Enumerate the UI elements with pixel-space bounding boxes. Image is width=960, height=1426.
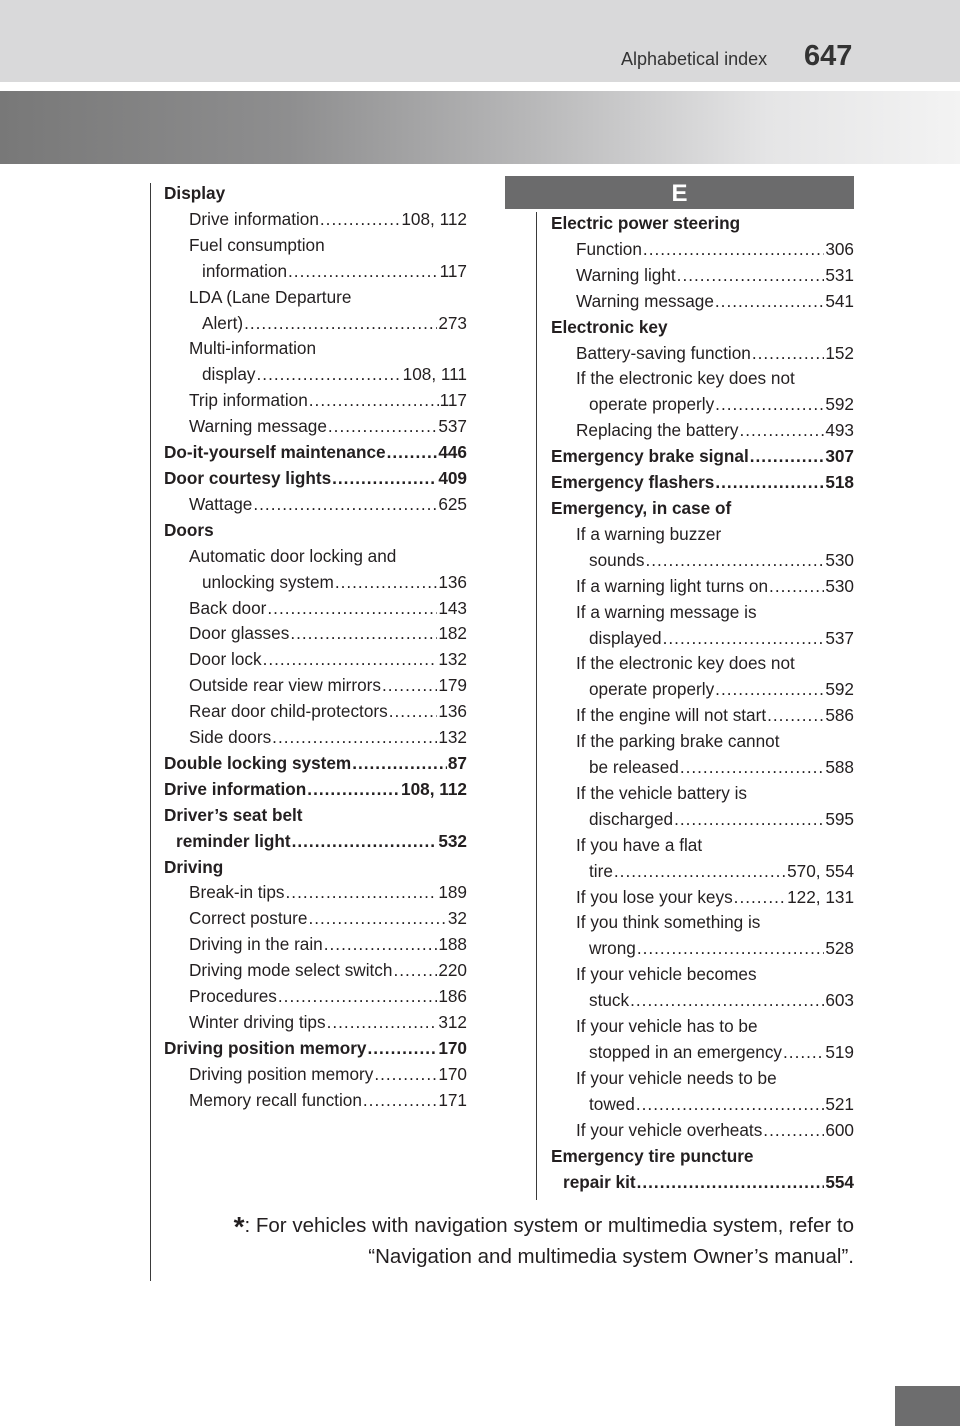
index-entry bbox=[164, 311, 467, 337]
index-entry bbox=[164, 1088, 467, 1114]
index-entry-page: 117 bbox=[439, 390, 467, 411]
dot-leader bbox=[272, 725, 437, 751]
index-entry bbox=[551, 1170, 854, 1196]
index-entry-text: Display bbox=[164, 183, 226, 203]
dot-leader bbox=[286, 880, 438, 906]
index-entry-text: Do-it-yourself maintenance bbox=[164, 442, 386, 463]
index-entry-page: 152 bbox=[825, 342, 854, 363]
dot-leader bbox=[783, 1040, 824, 1066]
dot-leader bbox=[674, 807, 824, 833]
index-entry-page: 117 bbox=[439, 260, 467, 281]
footnote-line-1 bbox=[150, 1211, 854, 1243]
index-entry-page: 108, 112 bbox=[401, 208, 467, 229]
index-entry-page: 189 bbox=[438, 882, 467, 903]
index-entry-page: 625 bbox=[438, 493, 467, 514]
dot-leader bbox=[328, 414, 437, 440]
index-entry-text: Drive information bbox=[164, 778, 307, 799]
index-entry-text: Emergency brake signal bbox=[551, 446, 749, 467]
index-entry bbox=[551, 522, 854, 548]
index-entry-page: 600 bbox=[825, 1119, 854, 1140]
index-entry-text: Double locking system bbox=[164, 752, 352, 773]
index-entry-page: 132 bbox=[438, 727, 467, 748]
index-entry bbox=[164, 207, 467, 233]
index-entry-page: 87 bbox=[447, 752, 467, 773]
index-entry bbox=[164, 181, 467, 207]
index-entry-page: 32 bbox=[447, 908, 467, 929]
index-entry-page: 530 bbox=[825, 575, 854, 596]
dot-leader bbox=[307, 777, 400, 803]
page-header-title: Alphabetical index bbox=[621, 49, 768, 69]
index-entry-page: 409 bbox=[438, 467, 467, 488]
index-column-left bbox=[164, 181, 467, 1114]
index-entry-text: If the engine will not start bbox=[576, 705, 767, 726]
section-letter: E bbox=[671, 180, 688, 207]
index-entry-page: 554 bbox=[825, 1171, 854, 1192]
index-entry-text: If your vehicle becomes bbox=[576, 964, 757, 985]
index-entry bbox=[551, 1066, 854, 1092]
index-entry-page: 307 bbox=[825, 446, 854, 467]
index-entry bbox=[551, 496, 854, 522]
dot-leader bbox=[324, 932, 438, 958]
index-entry bbox=[551, 1144, 854, 1170]
index-entry-text: Procedures bbox=[189, 986, 277, 1007]
index-entry bbox=[551, 211, 854, 237]
index-entry bbox=[164, 1010, 467, 1036]
index-entry bbox=[551, 1040, 854, 1066]
index-entry-page: 570, 554 bbox=[787, 860, 854, 881]
dot-leader bbox=[769, 574, 824, 600]
index-entry bbox=[164, 570, 467, 596]
dot-leader bbox=[327, 1010, 438, 1036]
index-entry-page: 592 bbox=[825, 679, 854, 700]
index-entry-text: Fuel consumption bbox=[189, 234, 325, 255]
index-entry bbox=[551, 289, 854, 315]
index-entry-page: 132 bbox=[438, 649, 467, 670]
index-entry bbox=[164, 880, 467, 906]
dot-leader bbox=[715, 392, 824, 418]
index-entry-page: 531 bbox=[825, 264, 854, 285]
index-entry bbox=[551, 936, 854, 962]
index-entry-text: sounds bbox=[589, 549, 645, 570]
index-entry-text: Memory recall function bbox=[189, 1089, 362, 1110]
dot-leader bbox=[363, 1088, 437, 1114]
index-entry-text: If you lose your keys bbox=[576, 886, 733, 907]
index-entry bbox=[164, 336, 467, 362]
dot-leader bbox=[309, 388, 439, 414]
index-entry bbox=[164, 647, 467, 673]
dot-leader bbox=[663, 626, 825, 652]
index-entry-text: Break-in tips bbox=[189, 882, 285, 903]
index-entry-text: If the parking brake cannot bbox=[576, 731, 780, 752]
index-entry bbox=[551, 574, 854, 600]
index-entry-text: Driving position memory bbox=[189, 1063, 374, 1084]
index-entry-page: 537 bbox=[825, 627, 854, 648]
index-entry bbox=[551, 729, 854, 755]
index-entry-text: Back door bbox=[189, 597, 267, 618]
section-header-e bbox=[505, 176, 854, 209]
index-entry-text: Outside rear view mirrors bbox=[189, 675, 381, 696]
index-entry-page: 518 bbox=[825, 472, 854, 493]
index-entry-text: Side doors bbox=[189, 727, 272, 748]
index-entry-text: Replacing the battery bbox=[576, 420, 739, 441]
index-entry bbox=[551, 341, 854, 367]
index-entry-text: wrong bbox=[589, 938, 636, 959]
index-entry-page: 528 bbox=[825, 938, 854, 959]
index-entry bbox=[164, 803, 467, 829]
index-entry-page: 588 bbox=[825, 757, 854, 778]
dot-leader bbox=[288, 259, 439, 285]
index-entry-text: If the electronic key does not bbox=[576, 368, 795, 389]
index-entry bbox=[164, 414, 467, 440]
index-entry-text: Function bbox=[576, 238, 642, 259]
dot-leader bbox=[374, 1062, 437, 1088]
index-entry-page: 446 bbox=[438, 442, 467, 463]
index-entry-text: Warning light bbox=[576, 264, 676, 285]
index-entry-text: If your vehicle needs to be bbox=[576, 1067, 777, 1088]
index-entry bbox=[551, 807, 854, 833]
dot-leader bbox=[680, 755, 824, 781]
index-entry bbox=[164, 621, 467, 647]
index-entry bbox=[164, 544, 467, 570]
dot-leader bbox=[308, 906, 446, 932]
index-entry bbox=[164, 285, 467, 311]
dot-leader bbox=[253, 492, 437, 518]
index-entry-page: 541 bbox=[825, 290, 854, 311]
index-entry bbox=[164, 855, 467, 881]
index-entry bbox=[551, 962, 854, 988]
index-entry-text: Driving position memory bbox=[164, 1037, 367, 1058]
index-entry-page: 537 bbox=[438, 416, 467, 437]
index-entry bbox=[164, 492, 467, 518]
index-entry bbox=[551, 1014, 854, 1040]
index-entry-page: 188 bbox=[438, 934, 467, 955]
index-entry bbox=[551, 781, 854, 807]
index-entry-text: If the vehicle battery is bbox=[576, 782, 748, 803]
dot-leader bbox=[739, 418, 824, 444]
index-entry-text: Electronic key bbox=[551, 316, 668, 337]
index-entry-text: operate properly bbox=[589, 679, 715, 700]
index-entry-text: Driver’s seat belt bbox=[164, 804, 303, 825]
dot-leader bbox=[352, 751, 447, 777]
index-entry-page: 170 bbox=[438, 1037, 467, 1058]
index-entry-text: Drive information bbox=[189, 208, 319, 229]
index-entry-text: Battery-saving function bbox=[576, 342, 751, 363]
index-entry-text: information bbox=[202, 260, 288, 281]
dot-leader bbox=[637, 936, 825, 962]
index-entry bbox=[164, 518, 467, 544]
index-entry bbox=[164, 751, 467, 777]
index-entry bbox=[551, 885, 854, 911]
index-entry-page: 186 bbox=[438, 986, 467, 1007]
index-entry-text: display bbox=[202, 364, 256, 385]
dot-leader bbox=[734, 885, 786, 911]
dot-leader bbox=[267, 596, 437, 622]
index-entry-text: displayed bbox=[589, 627, 662, 648]
index-entry-page: 532 bbox=[438, 830, 467, 851]
index-entry-text: Driving in the rain bbox=[189, 934, 323, 955]
dot-leader bbox=[393, 958, 437, 984]
index-entry-text: Alert) bbox=[202, 312, 244, 333]
index-entry bbox=[551, 444, 854, 470]
dot-leader bbox=[645, 548, 824, 574]
index-entry-text: towed bbox=[589, 1093, 635, 1114]
index-entry-text: Door lock bbox=[189, 649, 262, 670]
index-entry bbox=[164, 777, 467, 803]
dot-leader bbox=[290, 621, 437, 647]
index-entry-text: Doors bbox=[164, 519, 214, 540]
index-entry-text: discharged bbox=[589, 808, 674, 829]
gradient-banner bbox=[0, 91, 960, 164]
index-entry bbox=[551, 626, 854, 652]
index-entry-page: 136 bbox=[438, 701, 467, 722]
index-entry-page: 603 bbox=[825, 990, 854, 1011]
index-entry-text: Emergency tire puncture bbox=[551, 1145, 754, 1166]
index-entry-text: Door glasses bbox=[189, 623, 290, 644]
index-entry-page: 493 bbox=[825, 420, 854, 441]
dot-leader bbox=[292, 829, 438, 855]
dot-leader bbox=[382, 673, 437, 699]
index-entry-text: If the electronic key does not bbox=[576, 653, 795, 674]
dot-leader bbox=[630, 988, 824, 1014]
index-entry bbox=[164, 829, 467, 855]
dot-leader bbox=[637, 1170, 825, 1196]
index-entry-text: LDA (Lane Departure bbox=[189, 286, 352, 307]
index-entry bbox=[551, 1118, 854, 1144]
index-entry-page: 530 bbox=[825, 549, 854, 570]
dot-leader bbox=[614, 859, 786, 885]
index-entry bbox=[164, 932, 467, 958]
footnote-asterisk: * bbox=[233, 1211, 245, 1242]
index-entry-text: If your vehicle has to be bbox=[576, 1016, 758, 1037]
index-entry bbox=[551, 677, 854, 703]
index-entry-text: unlocking system bbox=[202, 571, 334, 592]
index-entry-page: 592 bbox=[825, 394, 854, 415]
index-entry bbox=[551, 1092, 854, 1118]
dot-leader bbox=[263, 647, 438, 673]
index-entry bbox=[551, 315, 854, 341]
index-entry-page: 595 bbox=[825, 808, 854, 829]
index-entry bbox=[164, 1036, 467, 1062]
index-entry-text: Winter driving tips bbox=[189, 1012, 326, 1032]
page-number: 647 bbox=[804, 40, 853, 72]
index-entry bbox=[551, 755, 854, 781]
dot-leader bbox=[715, 677, 824, 703]
footnote-text-2: “Navigation and multimedia system Owner’s manual”. bbox=[368, 1245, 854, 1268]
index-entry bbox=[164, 233, 467, 259]
index-entry-page: 519 bbox=[825, 1042, 854, 1062]
index-entry-text: Door courtesy lights bbox=[164, 467, 332, 488]
index-entry-page: 273 bbox=[438, 312, 467, 333]
index-entry bbox=[164, 1062, 467, 1088]
index-entry-text: Electric power steering bbox=[551, 213, 741, 233]
index-entry-text: If you think something is bbox=[576, 912, 761, 933]
dot-leader bbox=[715, 289, 824, 315]
dot-leader bbox=[244, 311, 437, 337]
index-entry-page: 182 bbox=[438, 623, 467, 644]
index-entry-text: Rear door child-protectors bbox=[189, 701, 388, 722]
index-entry-page: 586 bbox=[825, 705, 854, 726]
index-entry bbox=[164, 388, 467, 414]
index-column-right bbox=[551, 211, 854, 1195]
dot-leader bbox=[387, 440, 438, 466]
index-entry-page: 171 bbox=[438, 1089, 467, 1110]
index-entry bbox=[164, 673, 467, 699]
index-entry bbox=[551, 703, 854, 729]
index-entry-page: 143 bbox=[438, 597, 467, 618]
index-entry bbox=[164, 984, 467, 1010]
index-entry-page: 312 bbox=[438, 1012, 467, 1032]
index-entry-page: 108, 111 bbox=[402, 364, 467, 385]
index-entry bbox=[164, 466, 467, 492]
index-entry-page: 521 bbox=[825, 1093, 854, 1114]
index-entry-text: Warning message bbox=[189, 416, 327, 437]
index-entry-page: 122, 131 bbox=[787, 886, 854, 907]
index-entry bbox=[551, 833, 854, 859]
dot-leader bbox=[389, 699, 438, 725]
index-entry bbox=[551, 237, 854, 263]
index-entry-text: Correct posture bbox=[189, 908, 308, 929]
index-entry bbox=[164, 699, 467, 725]
chapter-tab bbox=[895, 1386, 960, 1426]
index-entry-text: Emergency, in case of bbox=[551, 497, 732, 518]
index-entry-text: stuck bbox=[589, 990, 630, 1011]
index-entry-page: 108, 112 bbox=[401, 778, 467, 799]
index-entry bbox=[551, 263, 854, 289]
index-entry bbox=[551, 548, 854, 574]
left-column-divider bbox=[150, 183, 151, 1281]
index-entry-text: If a warning buzzer bbox=[576, 523, 722, 544]
dot-leader bbox=[335, 570, 437, 596]
index-entry-text: Emergency flashers bbox=[551, 472, 715, 493]
index-entry-page: 136 bbox=[438, 571, 467, 592]
index-entry-page: 220 bbox=[438, 960, 467, 981]
index-entry-text: repair kit bbox=[563, 1171, 636, 1192]
index-entry-page: 170 bbox=[438, 1063, 467, 1084]
dot-leader bbox=[320, 207, 400, 233]
index-entry-text: Multi-information bbox=[189, 338, 317, 359]
index-entry-text: Driving mode select switch bbox=[189, 960, 393, 981]
index-entry-text: operate properly bbox=[589, 394, 715, 415]
index-entry-text: Trip information bbox=[189, 390, 308, 411]
index-entry-text: be released bbox=[589, 757, 679, 778]
dot-leader bbox=[750, 444, 825, 470]
index-entry-text: Driving bbox=[164, 856, 224, 877]
index-entry bbox=[551, 418, 854, 444]
index-entry-text: reminder light bbox=[176, 830, 291, 851]
dot-leader bbox=[677, 263, 825, 289]
index-entry bbox=[164, 440, 467, 466]
dot-leader bbox=[257, 362, 402, 388]
index-entry bbox=[164, 725, 467, 751]
dot-leader bbox=[278, 984, 437, 1010]
dot-leader bbox=[332, 466, 437, 492]
index-entry bbox=[551, 366, 854, 392]
index-entry-text: Wattage bbox=[189, 493, 253, 514]
index-entry bbox=[164, 362, 467, 388]
index-entry-text: If a warning message is bbox=[576, 601, 757, 622]
index-entry bbox=[164, 958, 467, 984]
index-entry-text: Automatic door locking and bbox=[189, 545, 397, 566]
index-entry-page: 179 bbox=[438, 675, 467, 696]
index-entry bbox=[551, 988, 854, 1014]
index-entry bbox=[164, 596, 467, 622]
index-entry bbox=[551, 470, 854, 496]
index-entry-text: Warning message bbox=[576, 290, 714, 311]
index-entry bbox=[164, 906, 467, 932]
index-entry bbox=[551, 600, 854, 626]
index-entry-text: If you have a flat bbox=[576, 834, 703, 855]
dot-leader bbox=[767, 703, 824, 729]
dot-leader bbox=[643, 237, 824, 263]
index-entry-page: 306 bbox=[825, 238, 854, 259]
dot-leader bbox=[763, 1118, 824, 1144]
dot-leader bbox=[715, 470, 824, 496]
index-entry-text: tire bbox=[589, 860, 613, 881]
dot-leader bbox=[636, 1092, 824, 1118]
index-entry-text: stopped in an emergency bbox=[589, 1042, 783, 1062]
index-entry bbox=[551, 392, 854, 418]
right-column-divider bbox=[536, 212, 537, 1200]
index-entry-text: If your vehicle overheats bbox=[576, 1119, 763, 1140]
dot-leader bbox=[367, 1036, 437, 1062]
footnote-line-2 bbox=[150, 1245, 854, 1269]
index-entry bbox=[551, 651, 854, 677]
index-entry bbox=[551, 859, 854, 885]
index-entry bbox=[551, 910, 854, 936]
index-entry bbox=[164, 259, 467, 285]
index-entry-text: If a warning light turns on bbox=[576, 575, 769, 596]
footnote-text-1: : For vehicles with navigation system or multimedia system, refer to bbox=[244, 1214, 854, 1237]
dot-leader bbox=[752, 341, 824, 367]
